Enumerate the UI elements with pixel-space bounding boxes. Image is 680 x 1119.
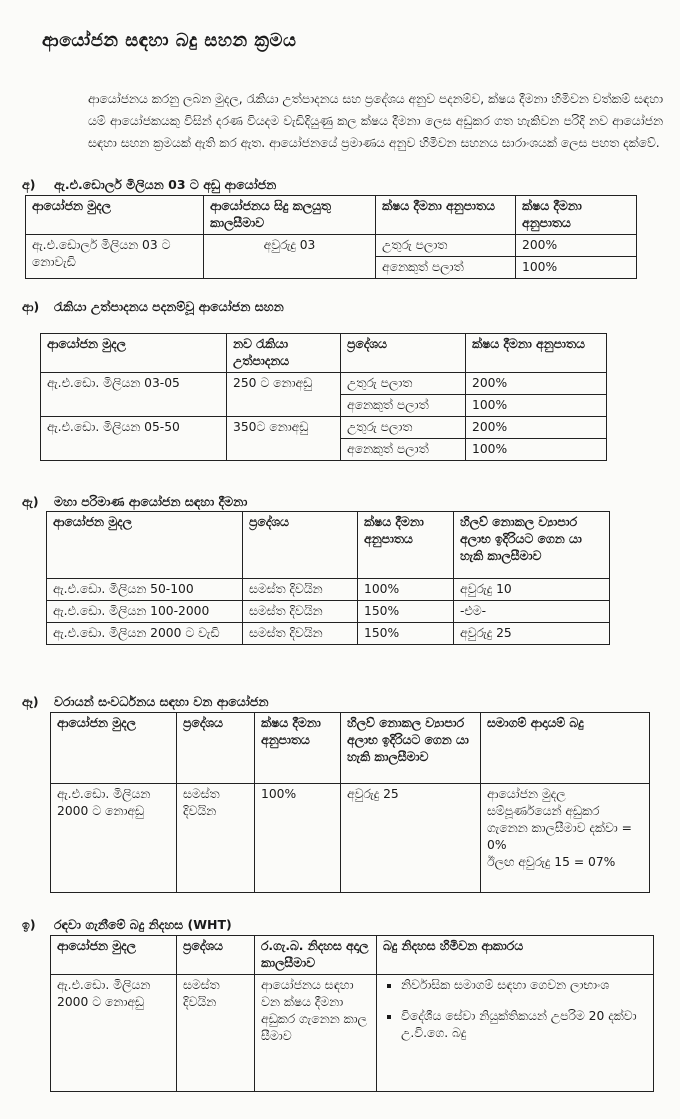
table-section-4 <box>50 712 650 893</box>
rate-cell: 200% <box>466 417 607 439</box>
section-marker: ඉ) <box>22 917 36 932</box>
section-title: රඳවා ගැනීමේ බදු නිදහස (WHT) <box>54 917 232 932</box>
header-cell: ප්‍රදේශය <box>177 713 255 784</box>
header-cell: ක්ෂය දීමනා අනුපාතය <box>466 334 607 373</box>
page-title: ආයෝජන සඳහා බදු සහන ක්‍රමය <box>42 30 297 51</box>
tax-rate-line: ඊලඟ අවුරුදු 15 = 07% <box>487 855 616 869</box>
period-cell: අවුරුදු 10 <box>454 579 610 601</box>
province-cell: සමස්ත දිවයින <box>243 579 358 601</box>
province-cell: සමස්ත දිවයින <box>177 784 255 893</box>
section-marker: ආ) <box>22 299 40 314</box>
rate-cell: 100% <box>255 784 341 893</box>
amount-cell: ඇ.එ.ඩො. මිලියන 2000 ට වැඩි <box>47 623 243 645</box>
province-cell: සමස්ත දිවයින <box>177 975 255 1092</box>
benefit-list <box>383 977 647 1042</box>
list-item: ▪ විදේශීය සේවා නියුක්තිකයන් උපරිම 20 දක්වා උ.වි.ගෙ. බදු <box>401 1008 647 1042</box>
section-4-heading <box>22 694 269 710</box>
rate-cell: 100% <box>358 579 454 601</box>
section-marker: ඈ) <box>22 694 39 709</box>
section-3-heading <box>22 494 247 510</box>
header-cell: ප්‍රදේශය <box>243 512 358 579</box>
period-cell: අවුරුදු 03 <box>204 235 376 279</box>
header-cell: ආයෝජන මුදල <box>26 196 204 235</box>
amount-cell: ඇ.එ.ඩො. මිලියන 2000 ට නොඅඩු <box>51 784 177 893</box>
benefit-cell <box>377 975 654 1092</box>
header-cell: සමාගම් ආදායම් බදු <box>481 713 650 784</box>
section-marker: අ) <box>22 177 36 192</box>
table-section-2 <box>40 333 607 461</box>
header-cell: ආයෝජනය සිදු කලයුතු කාලසීමාව <box>204 196 376 235</box>
corporate-tax-cell <box>481 784 650 893</box>
table-section-1 <box>25 195 637 279</box>
province-cell: අනෙකුත් පලාත් <box>376 257 516 279</box>
list-item: ▪ නිර්වාසික සමාගම් සඳහා ගෙවන ලාභාංශ <box>401 977 647 994</box>
amount-cell: ඇ.එ.ඩොලර් මිලියන 03 ට නොවැඩි <box>26 235 204 279</box>
rate-cell: 150% <box>358 601 454 623</box>
province-cell: උතුරු පලාත <box>376 235 516 257</box>
header-cell: ක්ෂය දීමනා අනුපාතය <box>376 196 516 235</box>
amount-cell: ඇ.එ.ඩො. මිලියන 2000 ට නොඅඩු <box>51 975 177 1092</box>
period-cell: අවුරුදු 25 <box>341 784 481 893</box>
amount-cell: ඇ.එ.ඩො. මිලියන 50-100 <box>47 579 243 601</box>
tax-rate-line: ආයෝජන මුදල සම්පූර්ණයෙන් අඩුකර ගැනෙන කාලසීමාව දක්වා = 0% <box>487 787 632 852</box>
header-cell: ප්‍රදේශය <box>177 936 255 975</box>
rate-cell: 150% <box>358 623 454 645</box>
jobs-cell: 250 ට නොඅඩු <box>227 373 341 417</box>
header-cell: ක්ෂය දීමනා අනුපාතය <box>255 713 341 784</box>
rate-cell: 100% <box>466 439 607 461</box>
table-section-3 <box>46 511 610 645</box>
table-section-5 <box>50 935 654 1092</box>
rate-cell: 200% <box>466 373 607 395</box>
amount-cell: ඇ.එ.ඩො. මිලියන 03-05 <box>41 373 227 417</box>
amount-cell: ඇ.එ.ඩො. මිලියන 05-50 <box>41 417 227 461</box>
header-cell: ර.ගැ.බ. නිදහස අදාල කාලසීමාව <box>255 936 377 975</box>
section-title: වරායන් සංවර්ධනය සඳහා වන ආයෝජන <box>54 694 269 709</box>
header-cell: ආයෝජන මුදල <box>51 936 177 975</box>
period-cell: -එම- <box>454 601 610 623</box>
rate-cell: 200% <box>516 235 637 257</box>
amount-cell: ඇ.එ.ඩො. මිලියන 100-2000 <box>47 601 243 623</box>
jobs-cell: 350ට නොඅඩු <box>227 417 341 461</box>
header-cell: ක්ෂය දීමනා අනුපාතය <box>358 512 454 579</box>
section-1-heading <box>22 177 276 193</box>
section-title: මහා පරිමාණ ආයෝජන සඳහා දීමනා <box>54 494 248 509</box>
header-cell: හිලව් නොකල ව්‍යාපාර අලාභ ඉදිරියට ගෙන යා හැකි කාලසීමාව <box>454 512 610 579</box>
header-cell: ආයෝජන මුදල <box>41 334 227 373</box>
section-5-heading <box>22 917 232 933</box>
header-cell: හිලව් නොකල ව්‍යාපාර අලාභ ඉදිරියට ගෙන යා හැකි කාලසීමාව <box>341 713 481 784</box>
header-cell: නව රැකියා උත්පාදනය <box>227 334 341 373</box>
header-cell: බදු නිදහස හිමිවන ආකාරය <box>377 936 654 975</box>
period-cell: ආයෝජනය සඳහා වන ක්ෂය දීමනා අඩුකර ගැනෙන කාල සීමාව <box>255 975 377 1092</box>
section-title: රැකියා උත්පාදනය පදනම්වූ ආයෝජන සහන <box>54 299 284 314</box>
province-cell: අනෙකුත් පලාත් <box>341 395 466 417</box>
header-cell: ක්ෂය දීමනා අනුපාතය <box>516 196 637 235</box>
rate-cell: 100% <box>516 257 637 279</box>
section-title: ඇ.එ.ඩොලර් මිලියන 03 ට අඩු ආයෝජන <box>54 177 277 192</box>
intro-paragraph: ආයෝජනය කරනු ලබන මුදල, රැකියා උත්පාදනය සහ ප්‍රදේශය අනුව පදනම්ව, ක්ෂය දීමනා හිමිවන වත්කම් සඳහා යම් ආයෝජකයකු විසින් දරණ වියදම වැඩිදියුණු කල ක්ෂය දීමනා ලෙස අඩුකර ගත හැකිවන පරිදි නව ආයෝජන සඳහා සහන ක්‍රමයක් ඇති කර ඇත. ආයෝජනයේ ප්‍රමාණය අනුව හිමිවන සහනය සාරාංශයක් ලෙස පහත දක්වේ. <box>88 92 664 150</box>
header-cell: ප්‍රදේශය <box>341 334 466 373</box>
header-cell: ආයෝජන මුදල <box>51 713 177 784</box>
province-cell: උතුරු පලාත <box>341 373 466 395</box>
section-2-heading <box>22 299 284 315</box>
province-cell: සමස්ත දිවයින <box>243 601 358 623</box>
province-cell: උතුරු පලාත <box>341 417 466 439</box>
province-cell: සමස්ත දිවයින <box>243 623 358 645</box>
section-marker: ඇ) <box>22 494 39 509</box>
period-cell: අවුරුදු 25 <box>454 623 610 645</box>
province-cell: අනෙකුත් පලාත් <box>341 439 466 461</box>
rate-cell: 100% <box>466 395 607 417</box>
header-cell: ආයෝජන මුදල <box>47 512 243 579</box>
